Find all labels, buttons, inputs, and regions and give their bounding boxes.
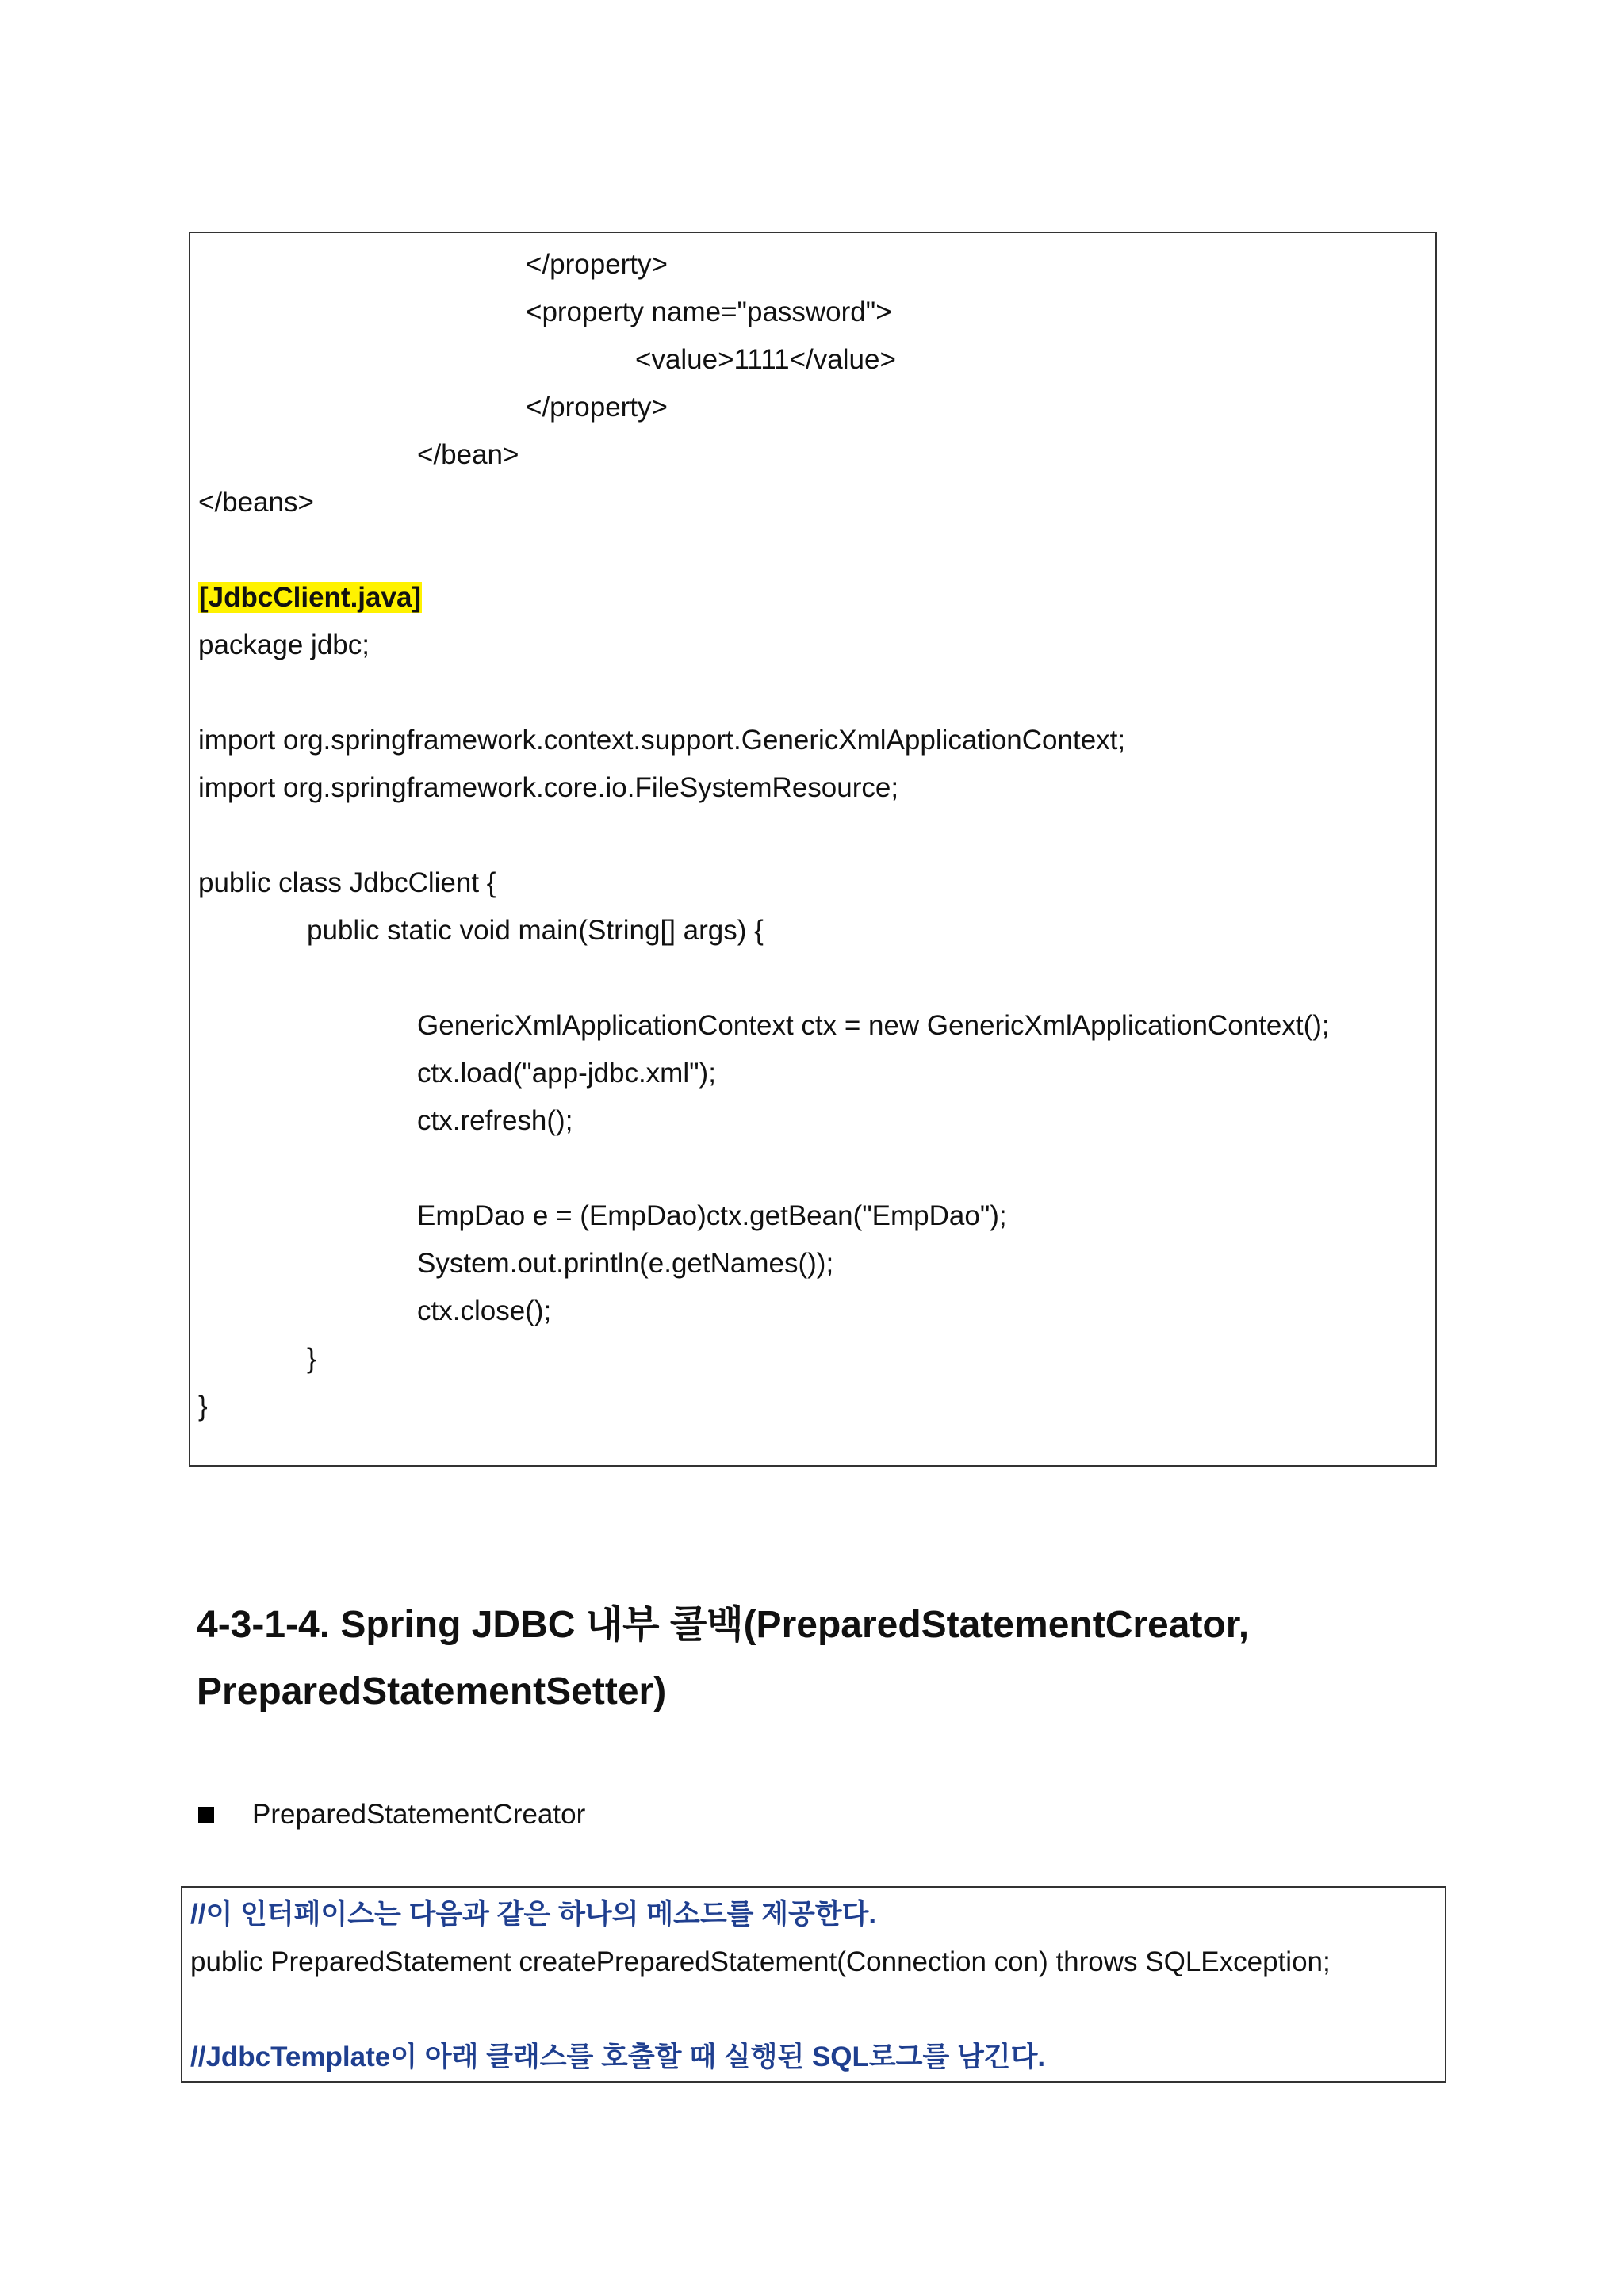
highlighted-filename: [JdbcClient.java] [199, 582, 422, 613]
bullet-label: PreparedStatementCreator [252, 1799, 586, 1830]
code-line: public static void main(String[] args) { [307, 915, 764, 946]
code-line: ctx.close(); [417, 1295, 552, 1326]
code-line: EmpDao e = (EmpDao)ctx.getBean("EmpDao"); [417, 1200, 1007, 1231]
code-line: } [198, 1391, 208, 1422]
code-comment: //이 인터페이스는 다음과 같은 하나의 메소드를 제공한다. [190, 1899, 877, 1930]
code-block-interface [181, 1886, 1446, 2083]
square-bullet-icon [198, 1807, 214, 1823]
code-line: </bean> [417, 439, 519, 470]
code-line: GenericXmlApplicationContext ctx = new GenericXmlApplicationContext(); [417, 1010, 1330, 1041]
code-line: </property> [526, 392, 668, 423]
code-line: package jdbc; [198, 629, 370, 660]
bullet-list-item [198, 1796, 585, 1834]
code-line: import org.springframework.context.support.GenericXmlApplicationContext; [198, 725, 1126, 756]
code-line: </beans> [198, 487, 314, 518]
code-line: </property> [526, 249, 668, 280]
code-line: System.out.println(e.getNames()); [417, 1248, 834, 1279]
code-line: public PreparedStatement createPreparedStatement(Connection con) throws SQLException; [190, 1946, 1331, 1977]
file-label [198, 580, 422, 615]
code-line: ctx.load("app-jdbc.xml"); [417, 1058, 716, 1089]
code-line: ctx.refresh(); [417, 1105, 573, 1136]
code-line: <value>1111</value> [635, 344, 896, 375]
section-heading: 4-3-1-4. Spring JDBC 내부 콜백(PreparedStatementCreator, PreparedStatementSetter) [197, 1604, 1250, 1712]
code-block-xml-and-java [189, 232, 1437, 1467]
code-line: public class JdbcClient { [198, 867, 496, 898]
code-line: import org.springframework.core.io.FileSystemResource; [198, 772, 899, 803]
code-line: } [307, 1343, 316, 1374]
code-line: <property name="password"> [526, 297, 892, 327]
code-comment: //JdbcTemplate이 아래 클래스를 호출할 때 실행된 SQL로그를 남긴다. [190, 2042, 1046, 2072]
